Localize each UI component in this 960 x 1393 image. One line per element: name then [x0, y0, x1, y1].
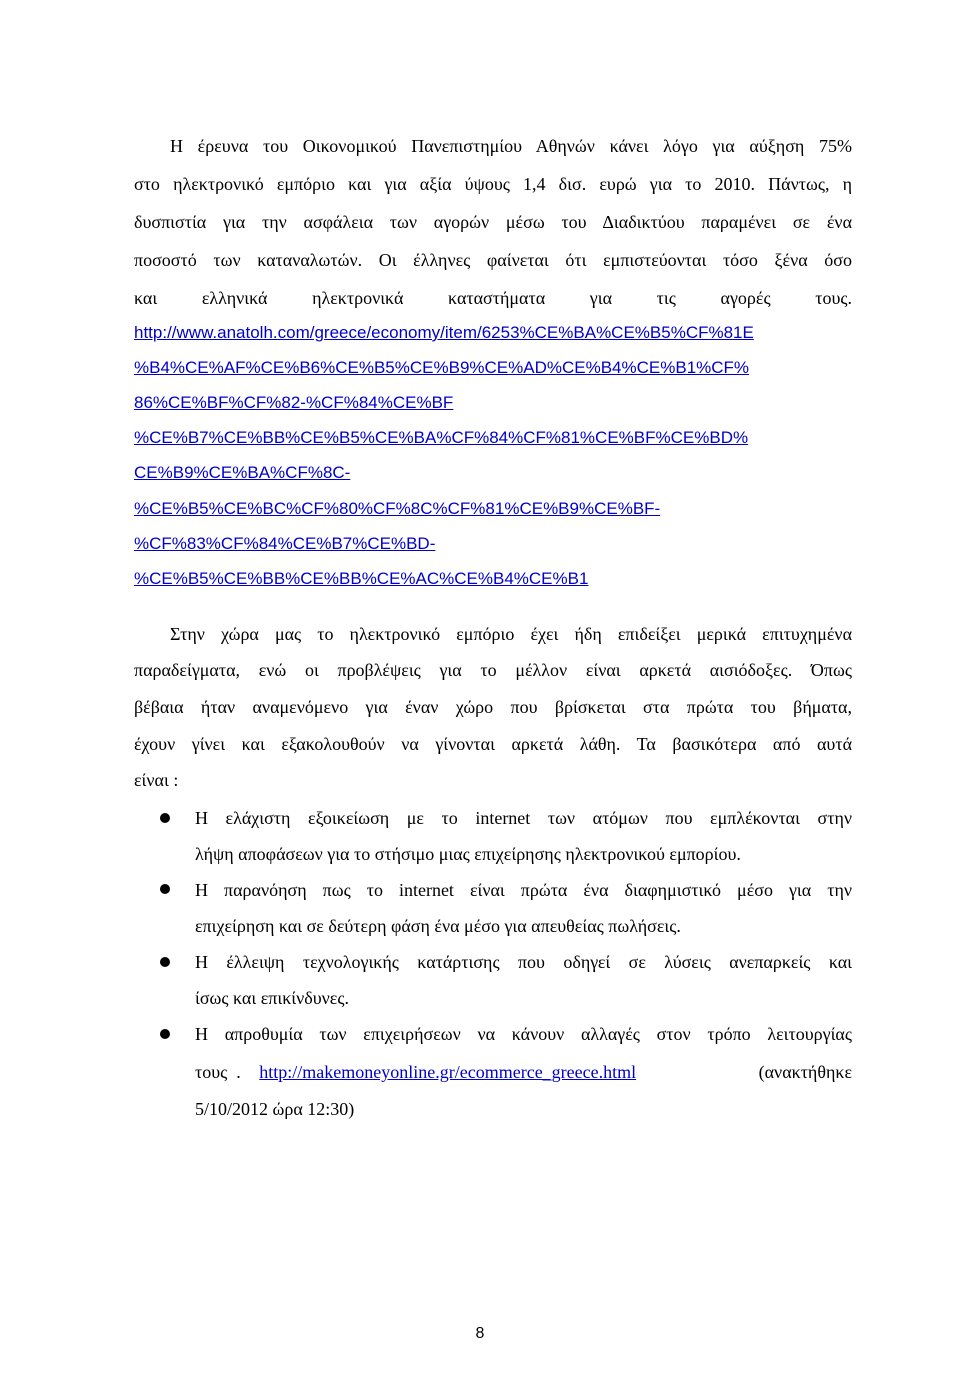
- bullet-dot: [160, 1029, 170, 1039]
- source-link[interactable]: %B4%CE%AF%CE%B6%CE%B5%CE%B9%CE%AD%CE%B4%CE%B1%CF%: [134, 358, 750, 377]
- source-link[interactable]: %CE%B5%CE%BC%CF%80%CF%8C%CF%81%CE%B9%CE%BF-: [134, 499, 661, 518]
- list-item: Η παρανόηση πως το internet είναι πρώτα ένα διαφημιστικό μέσο για την: [195, 880, 852, 900]
- paragraph-line: Η έρευνα του Οικονομικού Πανεπιστημίου Αθηνών κάνει λόγο για αύξηση 75%: [170, 136, 852, 156]
- list-item: λήψη αποφάσεων για το στήσιμο μιας επιχείρησης ηλεκτρονικού εμπορίου.: [195, 844, 741, 864]
- list-item: ίσως και επικίνδυνες.: [195, 988, 349, 1008]
- paragraph-line: δυσπιστία για την ασφάλεια των αγορών μέσω του Διαδικτύου παραμένει σε ένα: [134, 212, 852, 232]
- paragraph-line: στο ηλεκτρονικό εμπόριο και για αξία ύψους 1,4 δισ. ευρώ για το 2010. Πάντως, η: [134, 174, 852, 194]
- list-item: Η έλλειψη τεχνολογικής κατάρτισης που οδηγεί σε λύσεις ανεπαρκείς και: [195, 952, 852, 972]
- page-number: 8: [475, 1325, 485, 1342]
- bullet-dot: [160, 884, 170, 894]
- source-link[interactable]: http://www.anatolh.com/greece/economy/item/6253%CE%BA%CE%B5%CF%81E: [134, 323, 754, 342]
- source-link[interactable]: %CE%B7%CE%BB%CE%B5%CE%BA%CF%84%CF%81%CE%BF%CE%BD%: [134, 428, 749, 447]
- bullet-dot: [160, 813, 170, 823]
- source-link[interactable]: CE%B9%CE%BA%CF%8C-: [134, 463, 351, 482]
- source-link[interactable]: %CF%83%CF%84%CE%B7%CE%BD-: [134, 534, 436, 553]
- paragraph-line: και ελληνικά ηλεκτρονικά καταστήματα για τις αγορές τους.: [134, 288, 852, 308]
- source-link[interactable]: 86%CE%BF%CF%82-%CF%84%CE%BF: [134, 393, 454, 412]
- retrieved-date: 5/10/2012 ώρα 12:30): [195, 1099, 355, 1119]
- paragraph-line: βέβαια ήταν αναμενόμενο για έναν χώρο που βρίσκεται στα πρώτα του βήματα,: [134, 697, 852, 717]
- paragraph-line: ποσοστό των καταναλωτών. Οι έλληνες φαίνεται ότι εμπιστεύονται τόσο ξένα όσο: [134, 250, 852, 270]
- list-item-tail: [195, 1060, 852, 1084]
- list-item: Η ελάχιστη εξοικείωση με το internet των ατόμων που εμπλέκονται στην: [195, 808, 852, 828]
- paragraph-line: έχουν γίνει και εξακολουθούν να γίνονται αρκετά λάθη. Τα βασικότερα από αυτά: [134, 734, 852, 754]
- list-item-prefix: τους .: [195, 1062, 241, 1082]
- bullet-dot: [160, 957, 170, 967]
- paragraph-line: παραδείγματα, ενώ οι προβλέψεις για το μέλλον είναι αρκετά αισιόδοξες. Όπως: [134, 660, 852, 680]
- list-item: επιχείρηση και σε δεύτερη φάση ένα μέσο για απευθείας πωλήσεις.: [195, 916, 681, 936]
- paragraph-line: Στην χώρα μας το ηλεκτρονικό εμπόριο έχει ήδη επιδείξει μερικά επιτυχημένα: [170, 624, 852, 644]
- paragraph-line: είναι :: [134, 770, 179, 790]
- list-item: Η απροθυμία των επιχειρήσεων να κάνουν αλλαγές στον τρόπο λειτουργίας: [195, 1024, 852, 1044]
- makemoneyonline-link[interactable]: http://makemoneyonline.gr/ecommerce_greece.html: [259, 1062, 637, 1082]
- retrieved-label: (ανακτήθηκε: [758, 1062, 852, 1082]
- source-link[interactable]: %CE%B5%CE%BB%CE%BB%CE%AC%CE%B4%CE%B1: [134, 569, 589, 588]
